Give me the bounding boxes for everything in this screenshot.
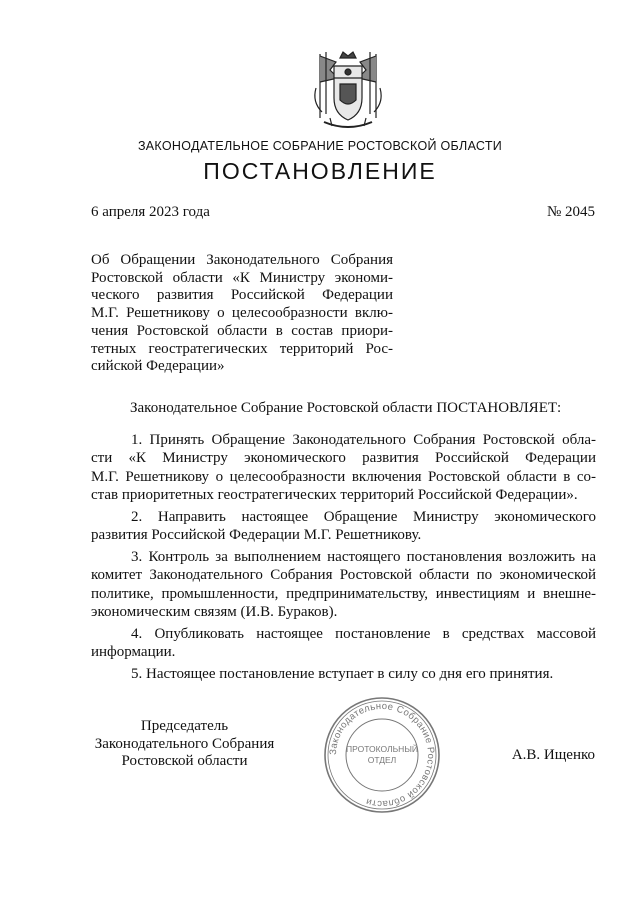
subject-line: чения Ростовской области в состав приори- (91, 322, 393, 339)
organization-title: ЗАКОНОДАТЕЛЬНОЕ СОБРАНИЕ РОСТОВСКОЙ ОБЛАСТИ (137, 139, 503, 153)
subject-line: сийской Федерации» (91, 358, 225, 375)
paragraph-line: политике, промышленности, предпринимательству, инвестициям и внешне- (91, 585, 596, 602)
official-stamp (323, 696, 441, 814)
paragraph-line: 1. Принять Обращение Законодательного Собрания Ростовской обла- (131, 432, 596, 448)
paragraph-line: 5. Настоящее постановление вступает в силу со дня его принятия. (131, 666, 554, 682)
subject-line: Ростовской области «К Министру экономи- (91, 269, 393, 286)
signatory-title-line: Законодательного Собрания (94, 735, 275, 752)
paragraph-line: комитет Законодательного Собрания Ростовской области по экономической (91, 567, 596, 584)
paragraph-line: развития Российской Федерации М.Г. Решетникову. (91, 527, 422, 544)
subject-line: ческого развития Российской Федерации (91, 287, 393, 304)
paragraph-line: информации. (91, 644, 176, 661)
stamp-center-line: ПРОТОКОЛЬНЫЙ (346, 744, 418, 754)
paragraph-line: 2. Направить настоящее Обращение Министру экономического (131, 509, 596, 525)
paragraph-line: став приоритетных геостратегических территорий Российской Федерации». (91, 486, 578, 503)
signatory-title-line: Ростовской области (121, 753, 248, 769)
paragraph-3 (91, 548, 596, 621)
paragraph-line: М.Г. Решетникову о целесообразности включения Ростовской области в со- (91, 468, 596, 485)
document-type-heading: ПОСТАНОВЛЕНИЕ (203, 158, 437, 184)
signatory-title-line: Председатель (140, 718, 229, 734)
stamp-ring-text: Законодательное Собрание Ростовской области (327, 700, 437, 810)
document-date: 6 апреля 2023 года (91, 204, 210, 220)
paragraph-2 (91, 508, 596, 545)
signatory-title (91, 718, 278, 771)
subject-line: Об Обращении Законодательного Собрания (91, 252, 393, 268)
paragraph-4 (91, 625, 596, 662)
subject-line: М.Г. Решетникову о целесообразности вклю- (91, 305, 393, 322)
paragraph-1 (91, 431, 596, 504)
paragraph-line: 3. Контроль за выполнением настоящего постановления возложить на (131, 549, 596, 565)
document-number: № 2045 (546, 204, 595, 220)
paragraph-line: сти «К Министру экономического развития Российской Федерации (91, 450, 596, 467)
coat-of-arms-icon (310, 48, 386, 134)
document-subject (91, 252, 393, 376)
paragraph-line: 4. Опубликовать настоящее постановление в средствах массовой (131, 626, 596, 642)
paragraph-line: экономическим связям (И.В. Бураков). (91, 603, 338, 620)
signatory-name: А.В. Ищенко (511, 747, 595, 763)
paragraph-5 (91, 665, 596, 683)
preamble: Законодательное Собрание Ростовской области ПОСТАНОВЛЯЕТ: (130, 400, 562, 416)
stamp-center-line: ОТДЕЛ (367, 755, 397, 765)
subject-line: тетных геостратегических территорий Рос- (91, 340, 393, 357)
